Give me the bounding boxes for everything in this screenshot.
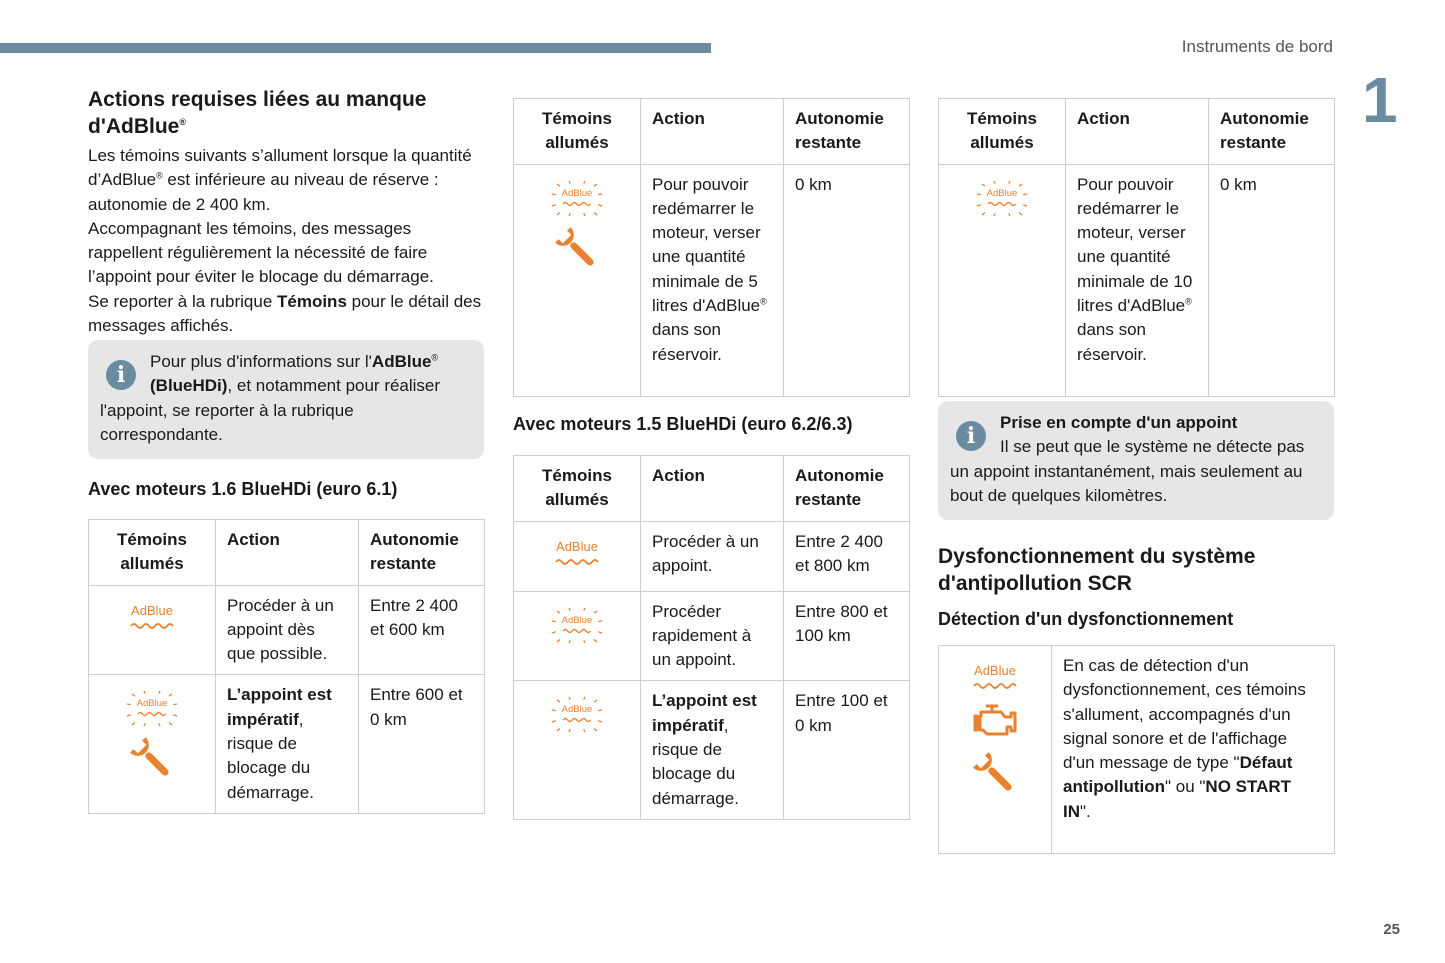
adblue-icon [965, 660, 1025, 694]
table-row [939, 164, 1335, 396]
adblue-icon [547, 536, 607, 570]
adblue-flashing-icon [547, 179, 607, 217]
adblue-icon-label: AdBlue [974, 663, 1016, 678]
row-action: Pour pouvoir redémarrer le moteur, verser une quantité minimale de 5 litres d'AdBlue® dans son réservoir. [641, 164, 784, 396]
row-action: Procéder à un appoint dès que possible. [216, 585, 359, 675]
header-temoins: Témoins allumés [514, 99, 641, 165]
info-icon: i [106, 360, 136, 390]
subtitle-euro61: Avec moteurs 1.6 BlueHDi (euro 6.1) [88, 479, 398, 499]
adblue-icon [122, 600, 182, 634]
malfunction-text: En cas de détection d'un dysfonctionnement, ces témoins s'allument, accompagnés d'un signal sonore et de l'affichage d'un message de type "Défaut antipollution" ou "NO START IN". [1052, 646, 1335, 854]
row-range: Entre 800 et 100 km [784, 591, 910, 681]
row-range: Entre 2 400 et 600 km [359, 585, 485, 675]
wrench-icon [553, 225, 601, 273]
adblue-icon-label: AdBlue [131, 602, 173, 618]
scr-title: Dysfonctionnement du système d'antipollution SCR [938, 545, 1256, 595]
page-number: 25 [1383, 921, 1400, 938]
header-temoins: Témoins allumés [514, 456, 641, 522]
adblue-flashing-icon [547, 606, 607, 644]
header-action: Action [641, 456, 784, 522]
adblue-flashing-icon [547, 695, 607, 733]
adblue-icon-label: AdBlue [556, 538, 598, 554]
intro-paragraph: Les témoins suivants s’allument lorsque la quantité d’AdBlue® est inférieure au niveau de réserve : autonomie de 2 400 km. Accompagnant les témoins, des messages rappellent régulièrement la nécessité de faire l’appoint pour éviter le blocage du démarrage. Se reporter à la rubrique Témoins pour le détail des messages affichés. [88, 146, 482, 336]
subtitle-euro62: Avec moteurs 1.5 BlueHDi (euro 6.2/6.3) [513, 414, 853, 434]
header-action: Action [1066, 99, 1209, 165]
adblue-flashing-icon [972, 179, 1032, 217]
engine-icon [971, 702, 1019, 742]
warning-icons [514, 681, 641, 819]
table-row [89, 585, 485, 675]
adblue-icon-label: AdBlue [561, 614, 593, 626]
table-euro61 [88, 519, 485, 814]
warning-icons [514, 164, 641, 396]
table-row [514, 521, 910, 591]
scr-subtitle: Détection d'un dysfonctionnement [938, 609, 1234, 629]
warning-icons [939, 164, 1066, 396]
adblue-icon-label: AdBlue [136, 698, 168, 710]
adblue-flashing-icon [122, 689, 182, 727]
actions-title: Actions requises liées au manque d'AdBlue® [88, 88, 427, 138]
header-autonomie: Autonomie restante [1209, 99, 1335, 165]
table-row [939, 646, 1335, 854]
info-box-appoint: i Prise en compte d'un appoint Il se peut que le système ne détecte pas un appoint instantanément, mais seulement au bout de quelques kilomètres. [938, 401, 1334, 520]
table-10-litres [938, 98, 1335, 397]
row-action: Procéder rapidement à un appoint. [641, 591, 784, 681]
row-action: L’appoint est impératif, risque de blocage du démarrage. [641, 681, 784, 819]
table-malfunction [938, 645, 1335, 854]
table-euro62 [513, 455, 910, 820]
row-action: Pour pouvoir redémarrer le moteur, verser une quantité minimale de 10 litres d'AdBlue® dans son réservoir. [1066, 164, 1209, 396]
header-accent-bar [0, 43, 711, 53]
header-action: Action [641, 99, 784, 165]
wrench-icon [128, 735, 176, 783]
table-row [514, 591, 910, 681]
wrench-icon [971, 750, 1019, 798]
row-range: Entre 600 et 0 km [359, 675, 485, 813]
table-row [514, 164, 910, 396]
header-temoins: Témoins allumés [939, 99, 1066, 165]
header-temoins: Témoins allumés [89, 520, 216, 586]
table-row [514, 681, 910, 819]
row-action: L’appoint est impératif, risque de blocage du démarrage. [216, 675, 359, 813]
adblue-icon-label: AdBlue [561, 704, 593, 716]
chapter-number: 1 [1362, 64, 1398, 136]
row-range: 0 km [1209, 164, 1335, 396]
warning-icons [939, 646, 1052, 854]
adblue-icon-label: AdBlue [561, 187, 593, 199]
table-5-litres [513, 98, 910, 397]
adblue-icon-label: AdBlue [986, 187, 1018, 199]
header-autonomie: Autonomie restante [784, 456, 910, 522]
section-title: Instruments de bord [1181, 37, 1333, 56]
warning-icons [514, 591, 641, 681]
header-action: Action [216, 520, 359, 586]
header-autonomie: Autonomie restante [784, 99, 910, 165]
row-range: Entre 2 400 et 800 km [784, 521, 910, 591]
row-action: Procéder à un appoint. [641, 521, 784, 591]
row-range: 0 km [784, 164, 910, 396]
table-row [89, 675, 485, 813]
info-box: i Pour plus d'informations sur l'AdBlue® (BlueHDi), et notamment pour réaliser l'appoint, se reporter à la rubrique correspondante. [88, 340, 484, 459]
warning-icons [89, 675, 216, 813]
header-autonomie: Autonomie restante [359, 520, 485, 586]
warning-icons [89, 585, 216, 675]
row-range: Entre 100 et 0 km [784, 681, 910, 819]
info-icon: i [956, 421, 986, 451]
warning-icons [514, 521, 641, 591]
